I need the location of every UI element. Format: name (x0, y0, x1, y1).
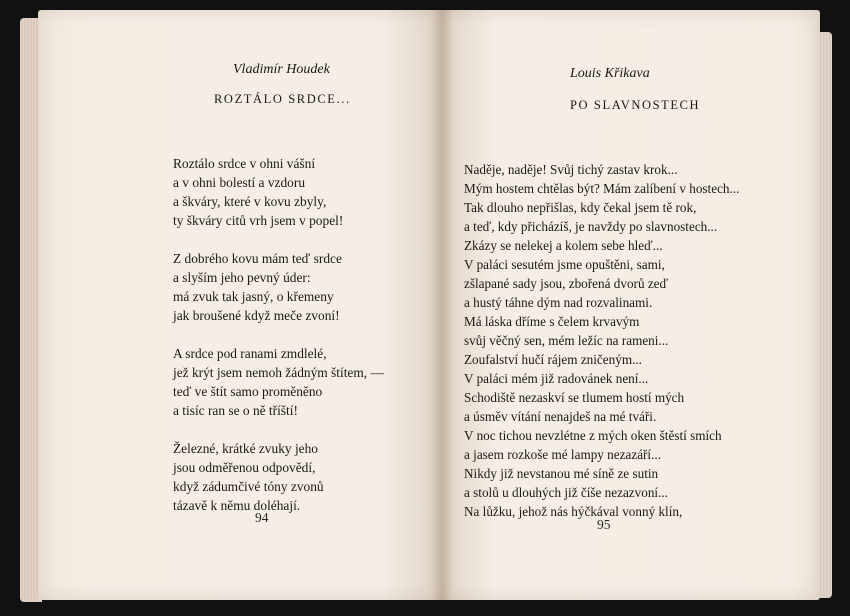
poem-line: V paláci sesutém jsme opuštěni, sami, (464, 257, 665, 272)
poem-line: ty škváry citů vrh jsem v popel! (173, 213, 344, 228)
left-page-number: 94 (255, 510, 269, 525)
left-page (38, 10, 442, 600)
poem-line: má zvuk tak jasný, o křemeny (173, 289, 334, 304)
poem-line: svůj věčný sen, mém ležíc na rameni... (464, 333, 669, 348)
left-author: Vladimír Houdek (233, 62, 330, 77)
poem-line: a úsměv vítání nenajdeš na mé tváři. (464, 409, 657, 424)
open-book (14, 10, 836, 606)
right-page (442, 10, 820, 600)
poem-line: teď ve štít samo proměněno (173, 384, 323, 399)
poem-line: a škváry, které v kovu zbyly, (173, 194, 327, 209)
poem-line: jsou odměřenou odpovědí, (173, 460, 316, 475)
left-poem-body (173, 154, 384, 515)
poem-line: a stolů u dlouhých již číše nezazvoní... (464, 485, 668, 500)
right-poem-title: PO SLAVNOSTECH (570, 98, 701, 112)
poem-line: jež krýt jsem nemoh žádným štítem, — (173, 365, 384, 380)
poem-line: Železné, krátké zvuky jeho (173, 441, 318, 456)
stanza-gap (173, 420, 384, 439)
poem-line: Schodiště nezaskví se tlumem hostí mých (464, 390, 685, 405)
poem-line: zšlapané sady jsou, zbořená dvorů zeď (464, 276, 669, 291)
poem-line: tázavě k němu doléhají. (173, 498, 301, 513)
poem-line: Má láska dříme s čelem krvavým (464, 314, 640, 329)
poem-line: V noc tichou nevzlétne z mých oken štěstí smích (464, 428, 722, 443)
poem-line: když zádumčivé tóny zvonů (173, 479, 324, 494)
poem-line: a slyším jeho pevný úder: (173, 270, 311, 285)
poem-line: V paláci mém již radovánek není... (464, 371, 649, 386)
stanza-gap (173, 230, 384, 249)
poem-line: Nikdy již nevstanou mé síně ze sutin (464, 466, 659, 481)
poem-line: Na lůžku, jehož nás hýčkával vonný klín, (464, 504, 683, 519)
poem-line: a hustý táhne dým nad rozvalinami. (464, 295, 653, 310)
poem-line: Roztálo srdce v ohni vášní (173, 156, 316, 171)
poem-line: Mým hostem chtělas být? Mám zalíbení v hostech... (464, 181, 740, 196)
stanza-gap (173, 325, 384, 344)
poem-line: Zoufalství hučí rájem zničeným... (464, 352, 642, 367)
poem-line: jak broušené když meče zvoní! (173, 308, 340, 323)
right-author: Louis Křikava (570, 66, 650, 81)
right-poem-body (464, 160, 739, 521)
left-poem-title: ROZTÁLO SRDCE... (214, 92, 351, 106)
poem-line: Naděje, naděje! Svůj tichý zastav krok... (464, 162, 678, 177)
poem-line: a tisíc ran se o ně tříští! (173, 403, 298, 418)
right-page-number: 95 (597, 517, 611, 532)
poem-line: A srdce pod ranami zmdlelé, (173, 346, 327, 361)
poem-line: a v ohni bolestí a vzdoru (173, 175, 306, 190)
poem-line: Z dobrého kovu mám teď srdce (173, 251, 342, 266)
poem-line: Zkázy se nelekej a kolem sebe hleď... (464, 238, 663, 253)
poem-line: a teď, kdy přicházíš, je navždy po slavnostech... (464, 219, 718, 234)
poem-line: Tak dlouho nepřišlas, kdy čekal jsem tě rok, (464, 200, 697, 215)
poem-line: a jasem rozkoše mé lampy nezazáří... (464, 447, 661, 462)
